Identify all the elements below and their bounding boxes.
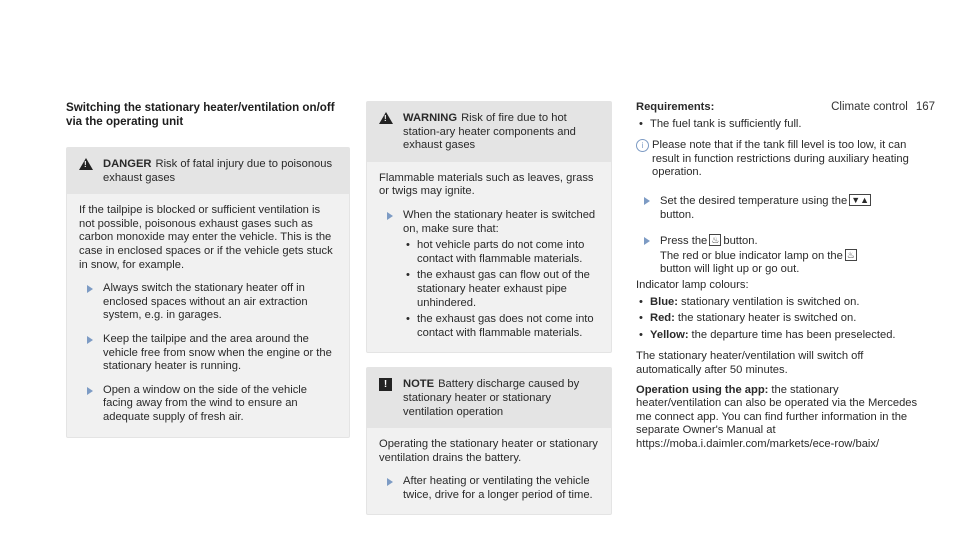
heater-key-icon: ♨: [846, 249, 855, 260]
list-item: • hot vehicle parts do not come into contact with flammable materials.: [403, 239, 599, 266]
note-keyword: NOTE: [403, 378, 435, 391]
list-item: • The fuel tank is sufficiently full.: [636, 118, 921, 132]
note-step: After heating or ventilating the vehicle twice, drive for a longer period of time.: [379, 475, 599, 502]
info-icon: i: [636, 139, 649, 152]
section-title: Switching the stationary heater/ventilation on/off via the operating unit: [66, 101, 335, 128]
app-paragraph: [636, 384, 921, 452]
column-3: [636, 101, 921, 451]
step-text: The red or blue indicator lamp on the: [660, 249, 843, 262]
temperature-key-icon: ▼▲: [851, 194, 870, 205]
lamp-text: stationary ventilation is switched on.: [680, 295, 860, 308]
step-text: Press the: [660, 235, 708, 248]
danger-body-text: If the tailpipe is blocked or sufficient ventilation is not possible, poisonous exhaust gases such as carbon monoxide may enter the vehicle. This is the case in enclosed spaces or if the vehicle gets stuck in snow, for example.: [79, 204, 333, 271]
warning-header: [367, 102, 611, 162]
danger-box: [66, 147, 350, 438]
app-text: the stationary heater/ventilation can also be operated via the Mercedes me connect app. You can find further information in the separate Owner's Manual at https://moba.i.daimler.com/markets/ece-row/baix/: [636, 383, 918, 450]
warning-bullets: [403, 239, 599, 340]
step-press-button: [636, 234, 921, 277]
info-text: Please note that if the tank fill level is too low, it can result in function restrictions during auxiliary heating operation.: [652, 139, 909, 179]
list-item: • the exhaust gas can flow out of the stationary heater exhaust pipe unhindered.: [403, 269, 599, 310]
note-header: [367, 368, 611, 428]
lamp-list: [636, 296, 921, 343]
lamp-color: Red:: [650, 312, 675, 325]
auto-off-text: The stationary heater/ventilation will switch off automatically after 50 minutes.: [636, 350, 864, 376]
note-icon: !: [379, 378, 392, 391]
danger-head-text: Risk of fatal injury due to poisonous exhaust gases: [103, 158, 333, 184]
danger-step: Always switch the stationary heater off in enclosed spaces without an air extraction system, e.g. in garages.: [79, 282, 337, 323]
warning-box: [366, 101, 612, 353]
column-2: [366, 101, 612, 515]
note-body-text: Operating the stationary heater or stationary ventilation drains the battery.: [379, 438, 598, 464]
lamp-color: Blue:: [650, 295, 678, 308]
step-text: Set the desired temperature using the: [660, 194, 848, 207]
danger-body: [67, 194, 349, 436]
section-name: Climate control: [831, 101, 908, 113]
warning-triangle-icon: !: [379, 112, 393, 124]
requirements-label: Requirements:: [636, 101, 715, 113]
app-label: Operation using the app:: [636, 383, 769, 396]
list-item: • the exhaust gas does not come into contact with flammable materials.: [403, 313, 599, 340]
lamp-color: Yellow:: [650, 328, 689, 341]
warning-step: [379, 209, 599, 340]
info-note: [636, 139, 921, 180]
warning-keyword: WARNING: [403, 112, 458, 124]
step-text: button.: [723, 235, 758, 248]
lamp-text: the departure time has been preselected.: [691, 328, 896, 341]
warning-body-text: Flammable materials such as leaves, grass or twigs may ignite.: [379, 171, 594, 198]
warning-triangle-icon: !: [79, 158, 93, 170]
danger-header: [67, 148, 349, 194]
lamp-text: the stationary heater is switched on.: [677, 312, 857, 325]
danger-step: Keep the tailpipe and the area around the vehicle free from snow when the engine or the stationary heater is running.: [79, 333, 337, 374]
step-text: button.: [660, 208, 695, 221]
danger-step: Open a window on the side of the vehicle facing away from the wind to ensure an adequate supply of fresh air.: [79, 384, 337, 425]
danger-keyword: DANGER: [103, 158, 152, 170]
note-body: [367, 428, 611, 514]
warning-step-text: When the stationary heater is switched on, make sure that:: [403, 208, 596, 235]
note-box: [366, 367, 612, 515]
step-text: button will light up or go out.: [660, 263, 800, 276]
warning-body: [367, 162, 611, 353]
page-number: 167: [915, 101, 935, 113]
warning-head-text: Risk of fire due to hot station-ary heater components and exhaust gases: [403, 112, 576, 152]
list-item: [636, 312, 921, 326]
heater-key-icon: ♨: [711, 235, 720, 246]
step-set-temperature: [636, 194, 921, 222]
list-item: [636, 329, 921, 343]
requirements-list: [636, 118, 921, 132]
lamps-label: Indicator lamp colours:: [636, 278, 749, 291]
column-1: [66, 101, 350, 438]
list-item: [636, 296, 921, 310]
note-head-text: Battery discharge caused by stationary heater or stationary ventilation operation: [403, 378, 580, 418]
